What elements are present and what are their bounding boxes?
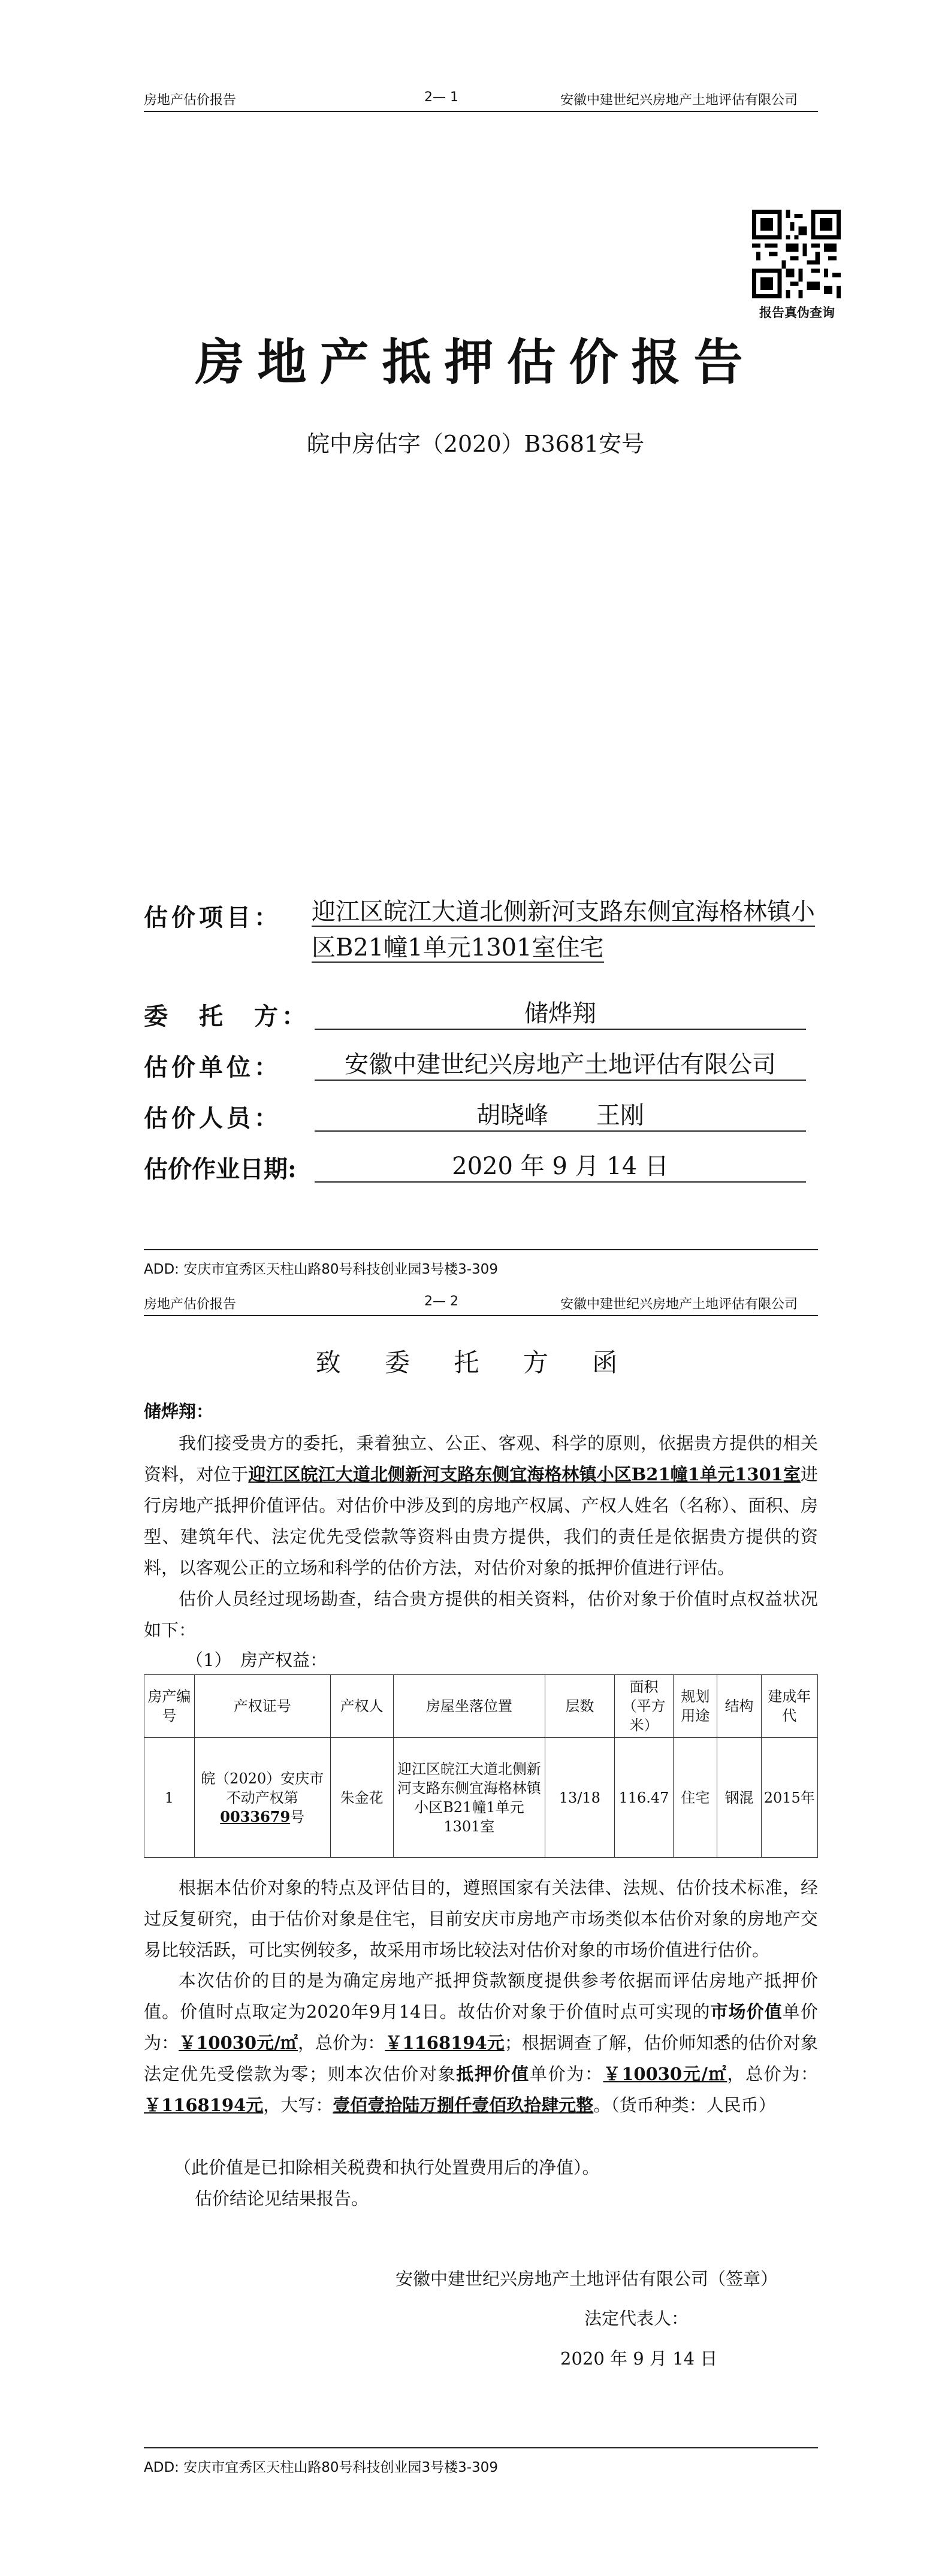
date-value: 2020 年 9 月 14 日 — [315, 1147, 806, 1183]
footer-address: ADD: 安庆市宜秀区天柱山路80号科技创业园3号楼3-309 — [144, 1262, 498, 1277]
letter-title: 致 委 托 方 函 — [315, 1348, 636, 1377]
date-label: 估价作业日期: — [144, 1155, 297, 1183]
project-label: 估价项目： — [144, 903, 282, 932]
table-header-row — [144, 1675, 818, 1738]
cell-floors: 13/18 — [545, 1738, 615, 1858]
th-structure: 结构 — [717, 1675, 761, 1738]
th-year: 建成年代 — [761, 1675, 817, 1738]
cell-location: 迎江区皖江大道北侧新河支路东侧宜海格林镇小区B21幢1单元1301室 — [393, 1738, 545, 1858]
appraiser-value: 胡晓峰 王刚 — [315, 1096, 806, 1132]
table-row — [144, 1738, 818, 1858]
header-page-number: 2— 2 — [424, 1294, 458, 1309]
signature-representative: 法定代表人： — [584, 2308, 689, 2329]
paragraph-3: 根据本估价对象的特点及评估目的，遵照国家有关法律、法规、估价技术标准，经过反复研究，由于估价对象是住宅，目前安庆市房地产市场类似本估价对象的房地产交易比较活跃，可比实例较多，故采用市场比较法对估价对象的市场价值进行估价。 — [144, 1877, 818, 1960]
property-table — [144, 1674, 818, 1858]
cell-owner: 朱金花 — [330, 1738, 393, 1858]
header-rule — [144, 1315, 818, 1316]
footer-rule — [144, 1249, 818, 1250]
footer-address: ADD: 安庆市宜秀区天柱山路80号科技创业园3号楼3-309 — [144, 2460, 498, 2475]
signature-company: 安徽中建世纪兴房地产土地评估有限公司（签章） — [396, 2269, 778, 2289]
th-no: 房产编号 — [144, 1675, 195, 1738]
project-value: 迎江区皖江大道北侧新河支路东侧宜海格林镇小区B21幢1单元1301室住宅 — [312, 898, 815, 962]
cell-area: 116.47 — [614, 1738, 674, 1858]
cell-usage: 住宅 — [674, 1738, 717, 1858]
signature-date: 2020 年 9 月 14 日 — [560, 2348, 718, 2369]
cell-no: 1 — [144, 1738, 195, 1858]
cell-cert: 皖（2020）安庆市不动产权第0033679号 — [194, 1738, 330, 1858]
paragraph-2: 估价人员经过现场勘查，结合贵方提供的相关资料，估价对象于价值时点权益状况如下： — [144, 1589, 818, 1640]
report-title: 房地产抵押估价报告 — [195, 334, 756, 391]
cell-year: 2015年 — [761, 1738, 817, 1858]
th-owner: 产权人 — [330, 1675, 393, 1738]
cell-structure: 钢混 — [717, 1738, 761, 1858]
header-left: 房地产估价报告 — [144, 93, 237, 108]
header-rule — [144, 111, 818, 112]
header-right: 安徽中建世纪兴房地产土地评估有限公司 — [560, 93, 798, 108]
th-location: 房屋坐落位置 — [393, 1675, 545, 1738]
th-area: 面积（平方米） — [614, 1675, 674, 1738]
header-left: 房地产估价报告 — [144, 1297, 237, 1312]
table-caption: （1） 房产权益： — [186, 1650, 327, 1670]
paragraph-1: 我们接受贵方的委托，秉着独立、公正、客观、科学的原则，依据贵方提供的相关资料，对位于迎江区皖江大道北侧新河支路东侧宜海格林镇小区B21幢1单元1301室进行房地产抵押价值评估。对估价中涉及到的房地产权属、产权人姓名（名称）、面积、房型、建筑年代、法定优先受偿款等资料由贵方提供，我们的责任是依据贵方提供的资料，以客观公正的立场和科学的估价方法，对估价对象的抵押价值进行评估。 — [144, 1433, 818, 1578]
unit-value: 安徽中建世纪兴房地产土地评估有限公司 — [315, 1045, 806, 1081]
appraiser-label: 估价人员： — [144, 1104, 282, 1132]
th-cert: 产权证号 — [194, 1675, 330, 1738]
client-label: 委 托 方： — [144, 1002, 309, 1030]
th-floors: 层数 — [545, 1675, 615, 1738]
unit-label: 估价单位： — [144, 1053, 282, 1081]
document-number: 皖中房估字（2020）B3681安号 — [306, 431, 645, 457]
paragraph-5: （此价值是已扣除相关税费和执行处置费用后的净值）。 — [174, 2157, 600, 2178]
footer-rule — [144, 2447, 818, 2448]
header-right: 安徽中建世纪兴房地产土地评估有限公司 — [560, 1297, 798, 1312]
salutation: 储烨翔： — [144, 1401, 214, 1422]
qr-caption: 报告真伪查询 — [759, 306, 835, 320]
qr-code-icon[interactable] — [752, 210, 841, 298]
paragraph-6: 估价结论见结果报告。 — [195, 2188, 369, 2209]
th-usage: 规划用途 — [674, 1675, 717, 1738]
paragraph-4: 本次估价的目的是为确定房地产抵押贷款额度提供参考依据而评估房地产抵押价值。价值时点取定为2020年9月14日。故估价对象于价值时点可实现的市场价值单价为：￥10030元/㎡，总价为：￥1168194元；根据调查了解，估价师知悉的估价对象法定优先受偿款为零；则本次估价对象抵押价值单价为：￥10030元/㎡，总价为：￥1168194元，大写：壹佰壹拾陆万捌仟壹佰玖拾肆元整。（货币种类：人民币） — [144, 1970, 818, 2115]
client-value: 储烨翔 — [315, 994, 806, 1030]
header-page-number: 2— 1 — [424, 90, 458, 105]
